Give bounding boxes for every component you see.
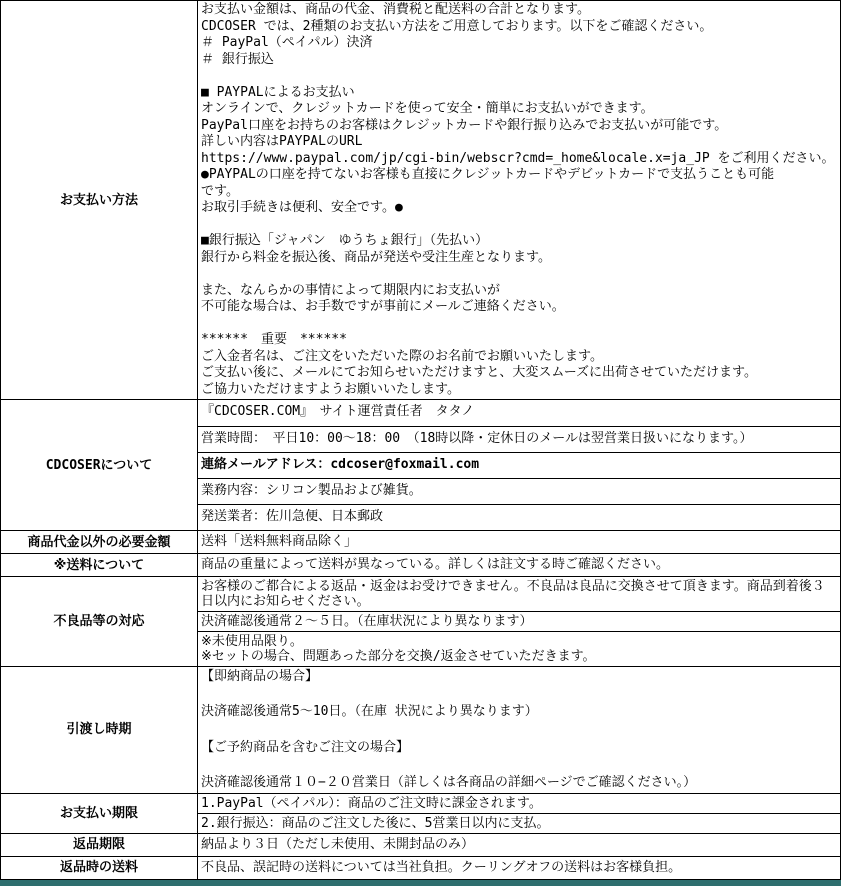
- text-line: 決済確認後通常5〜10日。（在庫 状況により異なります）: [201, 704, 538, 720]
- shipping-fee-label: ※送料について: [1, 554, 198, 577]
- about-business-description: 業務内容：シリコン製品および雑貨。: [198, 478, 840, 504]
- return-shipping-text: 不良品、誤記時の送料については当社負担。クーリングオフの送料はお客様負担。: [201, 859, 682, 875]
- text-line: ※セットの場合、問題あった部分を交換/返金させていただきます。: [201, 649, 596, 664]
- text-line: PayPal口座をお持ちのお客様はクレジットカードや銀行振り込みでお支払いが可能です。: [201, 117, 728, 133]
- text-line: ■銀行振込「ジャパン ゆうちょ銀行」（先払い）: [201, 233, 489, 248]
- text-line: ご入金者名は、ご注文をいただいた際のお名前でお願いいたします。: [201, 348, 603, 364]
- text-line: [201, 316, 837, 333]
- text-line: ****** 重要 ******: [201, 332, 347, 347]
- text-line: 【ご予約商品を含むご注文の場合】: [201, 739, 410, 755]
- text-line: 銀行から料金を振込後、商品が発送や受注生産となります。: [201, 249, 551, 265]
- row-return-deadline: [1, 833, 841, 856]
- text-line: https://www.paypal.com/jp/cgi-bin/webscr?cmd=_home&locale.x=ja_JP をご利用ください。: [201, 150, 835, 166]
- extra-fees-content: [198, 531, 841, 554]
- text-line: [201, 266, 837, 283]
- defective-items-content: [198, 577, 841, 667]
- row-payment-deadline: [1, 793, 841, 833]
- delivery-time-content: [198, 667, 841, 794]
- text-line: 決済確認後通常１０−２０営業日（詳しくは各商品の詳細ページでご確認ください。）: [201, 775, 697, 791]
- text-line: ※未使用品限り。: [201, 634, 303, 649]
- shipping-fee-text: 商品の重量によって送料が異なっている。詳しくは註文する時ご確認ください。: [201, 557, 670, 572]
- text-line: ■ PAYPALによるお支払い: [201, 84, 355, 100]
- text-line: です。: [201, 183, 239, 199]
- about-contact-email: 連絡メールアドレス：cdcoser@foxmail.com: [198, 452, 840, 478]
- row-extra-fees: [1, 531, 841, 554]
- about-business-hours: 営業時間： 平日10：00〜18：00 （18時以降・定休日のメールは翌営業日扱いになります。）: [198, 426, 840, 452]
- about-site-operator: 『CDCOSER.COM』 サイト運営責任者 タタノ: [201, 404, 475, 419]
- defective-items-label: 不良品等の対応: [1, 577, 198, 667]
- extra-fees-label: 商品代金以外の必要金額: [1, 531, 198, 554]
- defective-notes: [198, 631, 840, 666]
- row-about-cdcoser: [1, 400, 841, 531]
- text-line: ご支払い後に、メールにてお知らせいただけますと、大変スムーズに出荷させていただけます。: [201, 365, 758, 380]
- return-shipping-label: 返品時の送料: [1, 856, 198, 879]
- text-line: [201, 757, 837, 775]
- payment-deadline-bank: 2.銀行振込：商品のご注文した後に、5営業日以内に支払。: [198, 813, 840, 833]
- row-payment-method: [1, 1, 841, 400]
- row-shipping-fee: [1, 554, 841, 577]
- text-line: お支払い金額は、商品の代金、消費税と配送料の合計となります。: [201, 2, 590, 17]
- text-line: [201, 217, 837, 234]
- extra-fees-text: 送料「送料無料商品除く」: [201, 534, 358, 549]
- row-delivery-time: [1, 667, 841, 794]
- delivery-time-text: [198, 667, 840, 793]
- text-line: オンラインで、クレジットカードを使って安全・簡単にお支払いができます。: [201, 101, 654, 116]
- bottom-accent-bar: [0, 880, 841, 886]
- text-line: 不可能な場合は、お手数ですが事前にメールご連絡ください。: [201, 299, 565, 314]
- payment-method-text: [198, 1, 840, 399]
- about-shipping-carriers: 発送業者：佐川急便、日本郵政: [198, 504, 840, 530]
- text-line: お取引手続きは便利、安全です。●: [201, 200, 403, 215]
- payment-method-content: [198, 1, 841, 400]
- text-line: ＃ PayPal（ペイパル）決済: [201, 35, 373, 50]
- text-line: [201, 68, 837, 85]
- payment-method-label: お支払い方法: [1, 1, 198, 400]
- text-line: [201, 721, 837, 739]
- text-line: ＃ 銀行振込: [201, 51, 274, 67]
- defective-policy-text: お客様のご都合による返品・返金はお受けできません。不良品は良品に交換させて頂きます。商品到着後３日以内にお知らせください。: [201, 579, 825, 609]
- text-line: 詳しい内容はPAYPALのURL: [201, 134, 363, 149]
- about-label: CDCOSERについて: [1, 400, 198, 531]
- payment-deadline-paypal: 1.PayPal（ペイパル）：商品のご注文時に課金されます。: [201, 795, 542, 811]
- defective-timing-text: 決済確認後通常２〜５日。（在庫状況により異なります）: [198, 611, 840, 631]
- payment-deadline-label: お支払い期限: [1, 793, 198, 833]
- about-content: [198, 400, 841, 531]
- text-line: CDCOSER では、2種類のお支払い方法をご用意しております。以下をご確認ください。: [201, 18, 713, 34]
- text-line: ●PAYPALの口座を持てないお客様も直接にクレジットカードやデビットカードで支払うことも可能: [201, 167, 775, 182]
- text-line: 【即納商品の場合】: [201, 669, 319, 684]
- payment-deadline-content: [198, 793, 841, 833]
- return-deadline-content: [198, 833, 841, 856]
- row-defective-items: [1, 577, 841, 667]
- shipping-fee-content: [198, 554, 841, 577]
- text-line: [201, 686, 837, 704]
- delivery-time-label: 引渡し時期: [1, 667, 198, 794]
- return-deadline-text: 納品より３日（ただし未使用、未開封品のみ）: [201, 836, 475, 852]
- text-line: また、なんらかの事情によって期限内にお支払いが: [201, 282, 501, 298]
- return-deadline-label: 返品期限: [1, 833, 198, 856]
- text-line: ご協力いただけますようお願いいたします。: [201, 381, 460, 397]
